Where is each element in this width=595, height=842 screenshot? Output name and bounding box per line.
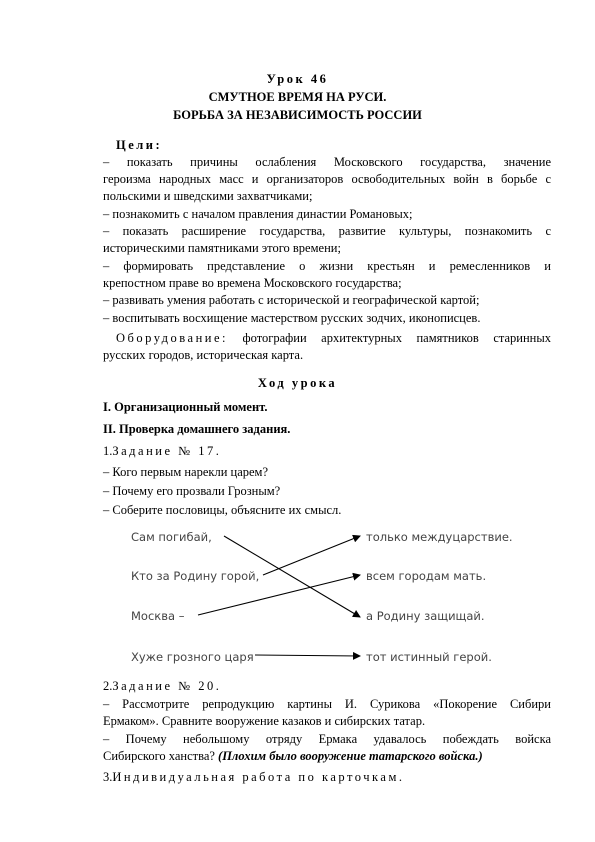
task20-line: – Почему небольшому отряду Ермака удавалось побеждать войска [103, 732, 551, 746]
goals-line: – воспитывать восхищение мастерством русских зодчих, иконописцев. [103, 311, 481, 325]
section-organizational: I. Организационный момент. [103, 400, 268, 414]
lesson-course-heading: Ход урока [257, 376, 338, 390]
task20-answer: (Плохим было вооружение татарского войска.) [218, 749, 483, 763]
proverb-left: Хуже грозного царя [131, 650, 254, 664]
equipment-label: Оборудование: [116, 331, 228, 345]
goals-line: польскими и шведскими захватчиками; [103, 189, 313, 203]
lesson-title-line2: БОРЬБА ЗА НЕЗАВИСИМОСТЬ РОССИИ [173, 108, 422, 122]
task20-question-end: Сибирского ханства? [103, 749, 219, 763]
task20-line: – Рассмотрите репродукцию картины И. Сурикова «Покорение Сибири [103, 697, 551, 711]
match-arrow [255, 655, 360, 656]
goals-line: – развивать умения работать с исторической и географической картой; [103, 293, 480, 307]
task20-number: 2. [103, 679, 113, 693]
task17-question: – Почему его прозвали Грозным? [103, 484, 281, 498]
task17-title: Задание № 17. [112, 444, 222, 458]
section-homework-check: II. Проверка домашнего задания. [103, 422, 291, 436]
task17-question: – Соберите пословицы, объясните их смысл. [103, 503, 342, 517]
task3-number: 3. [103, 770, 113, 784]
equipment-text: фотографии архитектурных памятников старинных [227, 331, 551, 345]
goals-line: героизма народных масс и организаторов освободительных войн в борьбе с [103, 172, 551, 186]
task3-title: Индивидуальная работа по карточкам. [112, 770, 405, 784]
goals-heading: Цели: [116, 138, 163, 152]
goals-line: – показать причины ослабления Московского государства, значение [103, 155, 551, 169]
proverb-left: Кто за Родину горой, [131, 569, 260, 583]
match-arrow [224, 536, 360, 617]
task17-question: – Кого первым нарекли царем? [103, 465, 269, 479]
proverb-left: Сам погибай, [131, 530, 212, 544]
match-arrow [263, 536, 360, 575]
goals-line: историческими памятниками этого времени; [103, 241, 341, 255]
equipment-line2: русских городов, историческая карта. [103, 348, 304, 362]
goals-line: – показать расширение государства, развитие культуры, познакомить с [103, 224, 551, 238]
proverb-right: только междуцарствие. [366, 530, 513, 544]
match-arrow [198, 575, 360, 615]
goals-line: – формировать представление о жизни крестьян и ремесленников и [103, 259, 551, 273]
lesson-number: Урок 46 [266, 72, 329, 86]
task20-title: Задание № 20. [112, 679, 222, 693]
lesson-title-line1: СМУТНОЕ ВРЕМЯ НА РУСИ. [208, 90, 387, 104]
task20-heading [103, 679, 221, 694]
goals-line: – познакомить с началом правления династии Романовых; [103, 207, 413, 221]
task20-answer-line [103, 749, 483, 764]
proverb-right: а Родину защищай. [366, 609, 485, 623]
task20-line: Ермаком». Сравните вооружение казаков и сибирских татар. [103, 714, 426, 728]
goals-line: крепостном праве во времена Московского государства; [103, 276, 402, 290]
proverb-left: Москва – [131, 609, 185, 623]
proverb-right: тот истинный герой. [366, 650, 492, 664]
task3-heading [103, 770, 404, 785]
proverb-right: всем городам мать. [366, 569, 487, 583]
task17-number: 1. [103, 444, 113, 458]
